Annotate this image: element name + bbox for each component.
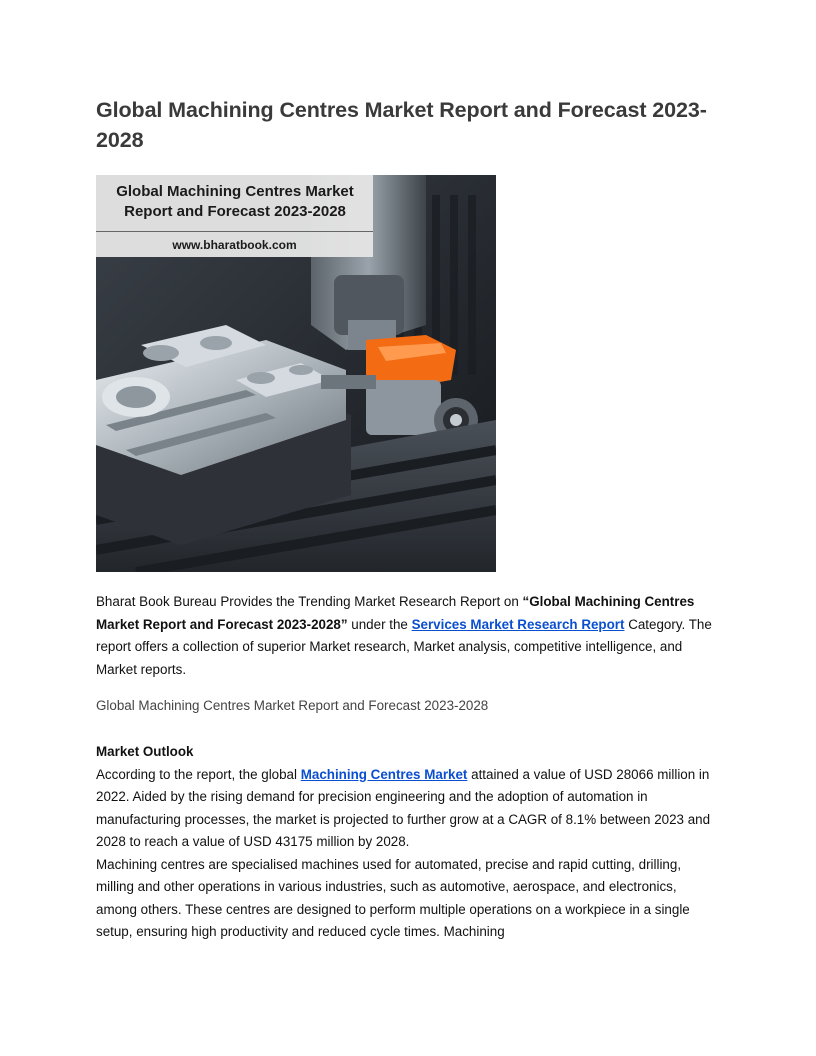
hero-image <box>96 175 496 572</box>
market-outlook-heading: Market Outlook <box>96 744 194 759</box>
document-title: Global Machining Centres Market Report and Forecast 2023-2028 <box>96 98 707 152</box>
intro-report-name: “Global Machining Centres Market Report and Forecast 2023-2028” <box>96 594 695 632</box>
report-caption: Global Machining Centres Market Report and Forecast 2023-2028 <box>96 698 489 713</box>
intro-paragraph <box>96 591 721 681</box>
hero-banner-url: www.bharatbook.com <box>172 238 297 252</box>
market-outlook-section <box>96 741 721 944</box>
hero-banner-title: Global Machining Centres Market Report and Forecast 2023-2028 <box>116 183 354 220</box>
intro-tail: Category. The report offers a collection of superior Market research, Market analysis, competitive intelligence, and Market reports. <box>96 616 712 677</box>
intro-lead: Bharat Book Bureau Provides the Trending Market Research Report on <box>96 594 523 609</box>
market-outlook-paragraph-2: Machining centres are specialised machines used for automated, precise and rapid cutting, drilling, milling and other operations in various industries, such as automotive, aerospace, and electronics, among others. These centres are designed to perform multiple operations on a workpiece in a single setup, ensuring high productivity and reduced cycle times. Machining <box>96 856 690 939</box>
outlook-p1-tail: attained a value of USD 28066 million in 2022. Aided by the rising demand for precision engineering and the adoption of automation in manufacturing processes, the market is projected to further grow at a CAGR of 8.1% between 2023 and 2028 to reach a value of USD 43175 million by 2028. <box>96 766 711 849</box>
hero-banner-divider <box>96 231 373 232</box>
intro-mid: under the <box>347 616 412 632</box>
hero-banner <box>96 175 373 257</box>
services-category-link[interactable]: Services Market Research Report <box>411 616 625 632</box>
outlook-p1-lead: According to the report, the global <box>96 766 301 782</box>
machining-centres-market-link[interactable]: Machining Centres Market <box>300 766 468 782</box>
market-outlook-paragraph-1 <box>96 764 721 854</box>
